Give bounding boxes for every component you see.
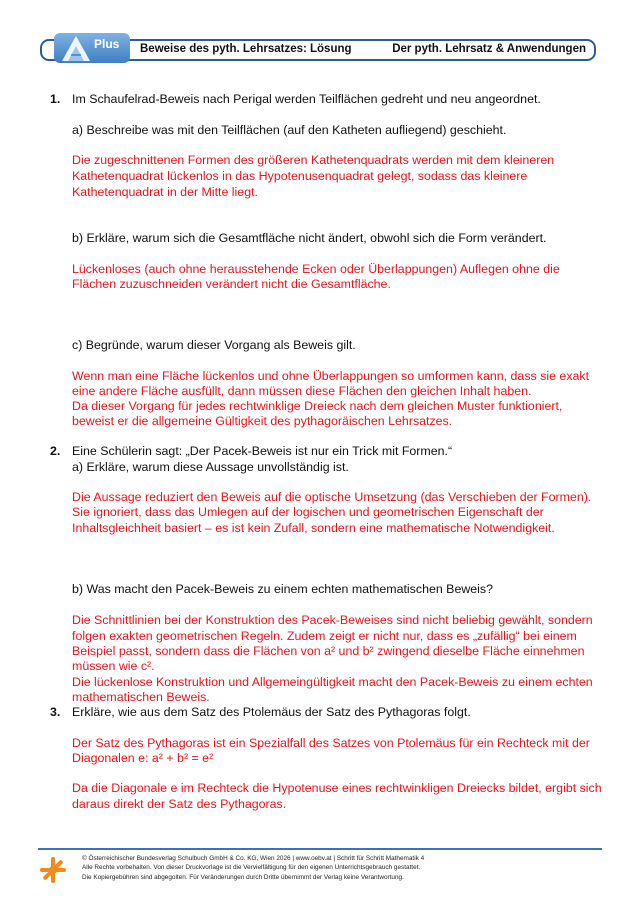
footer-divider: [38, 848, 602, 850]
question-text: a) Erkläre, warum diese Aussage unvollständig ist.: [72, 460, 349, 474]
task-intro: Eine Schülerin sagt: „Der Pacek-Beweis ist nur ein Trick mit Formen.“: [72, 444, 453, 458]
publisher-logo-icon: [38, 855, 68, 885]
page-title: Beweise des pyth. Lehrsatzes: Lösung: [140, 43, 352, 55]
answer-text: beweist er die allgemeine Gültigkeit des pythagoräischen Lehrsatzes.: [72, 414, 453, 428]
answer-text: Da die Diagonale e im Rechteck die Hypotenuse eines rechtwinkligen Dreiecks bildet, ergibt sich: [72, 781, 602, 795]
chapter-title: Der pyth. Lehrsatz & Anwendungen: [392, 43, 586, 55]
question-text: c) Begründe, warum dieser Vorgang als Beweis gilt.: [72, 338, 356, 352]
footer-copyright: [82, 854, 424, 882]
task-number: 2.: [50, 444, 61, 458]
answer-text: Kathetenquadrat in der Mitte liegt.: [72, 185, 258, 199]
answer-text: Da dieser Vorgang für jedes rechtwinklige Dreieck nach dem gleichen Muster funktioniert,: [72, 399, 563, 413]
footer-line: Die Kopiergebühren sind abgegolten. Für Veränderungen durch Dritte übernimmt der Verlag keine Verantwortung.: [82, 873, 404, 881]
question-text: b) Was macht den Pacek-Beweis zu einem echten mathematischen Beweis?: [72, 582, 494, 596]
answer-text: müssen wie c².: [72, 659, 155, 673]
answer-text: Lückenloses (auch ohne herausstehende Ecken oder Überlappungen) Auflegen ohne die: [72, 262, 560, 276]
answer-text: Die Aussage reduziert den Beweis auf die optische Umsetzung (das Verschieben der Formen).: [72, 490, 592, 504]
answer-text: Kathetenquadrat lückenlos in das Hypotenusenquadrat gelegt, sodass das kleinere: [72, 169, 528, 183]
answer-text: eine andere Fläche ausfüllt, dann müssen diese Flächen den gleichen Inhalt haben.: [72, 384, 532, 398]
answer-text: mathematischen Beweis.: [72, 690, 210, 704]
answer-text: Der Satz des Pythagoras ist ein Spezialfall des Satzes von Ptolemäus für ein Rechteck mit der: [72, 736, 590, 750]
task-number: 1.: [50, 92, 61, 106]
task-number: 3.: [50, 705, 61, 719]
logo-text: Plus: [94, 37, 120, 51]
task-intro: Im Schaufelrad-Beweis nach Perigal werden Teilflächen gedreht und neu angeordnet.: [72, 92, 541, 106]
task-intro: Erkläre, wie aus dem Satz des Ptolemäus der Satz des Pythagoras folgt.: [72, 705, 471, 719]
answer-text: Inhaltsgleichheit basiert – es ist kein Zufall, sondern eine mathematische Notwendigkeit.: [72, 521, 555, 535]
plus-logo: [54, 33, 130, 63]
answer-text: Die lückenlose Konstruktion und Allgemeingültigkeit macht den Pacek-Beweis zu einem echten: [72, 675, 593, 689]
answer-text: folgen exakten geometrischen Regeln. Zudem zeigt er nicht nur, dass es „zufällig“ bei einem: [72, 629, 577, 643]
answer-text: Flächen zuzuschneiden verändert nicht die Gesamtfläche.: [72, 277, 391, 291]
answer-text: Diagonalen e: a² + b² = e²: [72, 751, 214, 765]
question-text: b) Erkläre, warum sich die Gesamtfläche nicht ändert, obwohl sich die Form verändert.: [72, 231, 547, 245]
answer-text: Die zugeschnittenen Formen des größeren Kathetenquadrats werden mit dem kleineren: [72, 153, 555, 167]
answer-text: Die Schnittlinien bei der Konstruktion des Pacek-Beweises sind nicht beliebig gewählt, sondern: [72, 613, 593, 627]
answer-text: Sie ignoriert, dass das Umlegen auf der logischen und geometrischen Eigenschaft der: [72, 505, 544, 519]
answer-text: Wenn man eine Fläche lückenlos und ohne Überlappungen so umformen kann, dass sie exakt: [72, 369, 590, 383]
footer-line: © Österreichischer Bundesverlag Schulbuch GmbH & Co. KG, Wien 2026 | www.oebv.at | Schritt für Schritt Mathematik 4: [82, 855, 425, 862]
question-text: a) Beschreibe was mit den Teilflächen (auf den Katheten aufliegend) geschieht.: [72, 123, 507, 137]
footer-line: Alle Rechte vorbehalten. Von dieser Druckvorlage ist die Vervielfältigung für den eigenen Unterrichtsgebrauch gestattet.: [82, 864, 421, 872]
answer-text: Beispiel passt, sondern dass die Flächen von a² und b² zwingend dieselbe Fläche einnehmen: [72, 644, 585, 658]
answer-text: daraus direkt der Satz des Pythagoras.: [72, 797, 287, 811]
